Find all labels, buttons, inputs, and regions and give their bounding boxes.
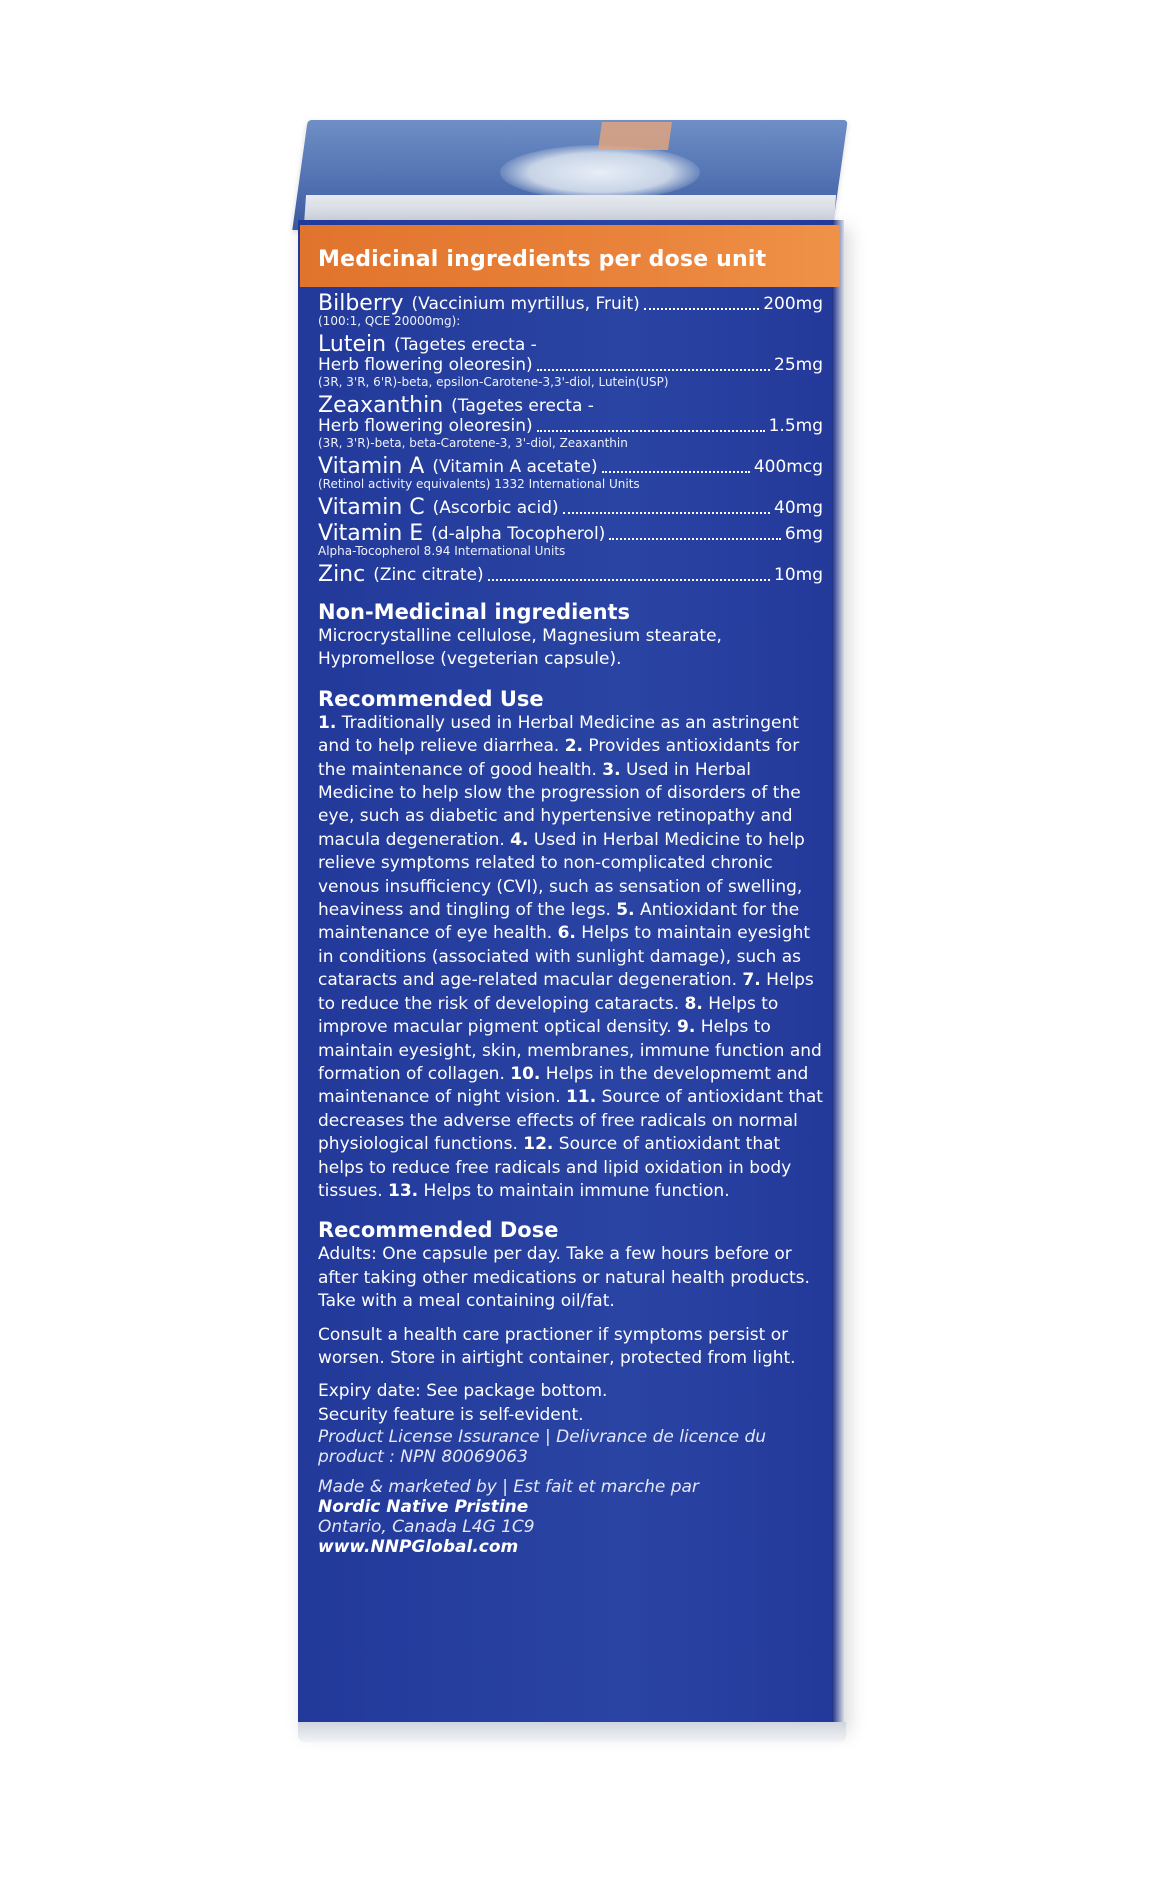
ingredient-name: Vitamin E	[318, 521, 424, 546]
use-item-number: 6.	[557, 923, 576, 944]
ingredient-amount: 200mg	[763, 294, 823, 314]
leader-dots	[537, 430, 765, 432]
ingredient-note: (3R, 3'R)-beta, beta-Carotene-3, 3'-diol, Zeaxanthin	[318, 436, 628, 450]
ingredient-source: (d-alpha Tocopherol)	[431, 524, 606, 544]
company-address: Ontario, Canada L4G 1C9	[318, 1517, 535, 1538]
recommended-use-text	[318, 712, 823, 1204]
ingredient-name: Lutein	[318, 332, 387, 357]
ingredient-name: Zinc	[318, 562, 366, 587]
ingredient-amount: 10mg	[774, 565, 823, 585]
box-bottom-edge	[298, 1722, 846, 1742]
company-name: Nordic Native Pristine	[318, 1497, 529, 1518]
ingredient-source: (Tagetes erecta -	[451, 396, 594, 416]
use-item-number: 9.	[677, 1017, 696, 1038]
ingredient-item	[318, 291, 823, 329]
use-item-number: 5.	[616, 900, 635, 921]
leader-dots	[644, 308, 759, 310]
ingredient-note: (Retinol activity equivalents) 1332 International Units	[318, 477, 640, 491]
ingredient-name: Zeaxanthin	[318, 393, 444, 418]
ingredient-amount: 400mcg	[753, 457, 823, 477]
ingredient-amount: 1.5mg	[768, 416, 823, 436]
expiry-text: Expiry date: See package bottom.	[318, 1381, 608, 1402]
ingredient-source: (Vaccinium myrtillus, Fruit)	[411, 294, 640, 314]
use-item-number: 8.	[684, 993, 703, 1014]
non-medicinal-title: Non-Medicinal ingredients	[318, 600, 631, 624]
use-item-text: Source of antioxidant that helps to reduce free radicals and lipid oxidation in body tissues.	[318, 1134, 792, 1201]
ingredient-source: (Vitamin A acetate)	[432, 457, 598, 477]
ingredient-item	[318, 562, 823, 587]
box-top-orange-tab	[598, 122, 672, 150]
use-item-text: Used in Herbal Medicine to help slow the progression of disorders of the eye, such as diabetic and hypertensive retinopathy and macula degeneration.	[318, 759, 801, 850]
ingredient-source: (Zinc citrate)	[373, 565, 484, 585]
ingredient-name: Vitamin C	[318, 495, 425, 520]
use-item-text: Antioxidant for the maintenance of eye health.	[318, 900, 800, 944]
ingredients-banner-title: Medicinal ingredients per dose unit	[318, 247, 767, 272]
use-item-number: 11.	[566, 1087, 597, 1108]
use-item-number: 12.	[523, 1134, 554, 1155]
use-item-text: Helps to maintain immune function.	[418, 1180, 730, 1201]
use-item-number: 13.	[388, 1180, 419, 1201]
leader-dots	[602, 471, 750, 473]
ingredient-source-cont: Herb flowering oleoresin)	[318, 355, 533, 375]
ingredient-source-cont: Herb flowering oleoresin)	[318, 416, 533, 436]
use-item-number: 1.	[318, 712, 337, 733]
use-item-number: 2.	[564, 736, 583, 757]
use-item-text: Traditionally used in Herbal Medicine as an astringent and to help relieve diarrhea.	[318, 712, 799, 757]
ingredients-list	[318, 291, 823, 587]
ingredient-item	[318, 521, 823, 559]
use-item-text: Helps to improve macular pigment optical density.	[318, 993, 779, 1038]
company-website: www.NNPGlobal.com	[318, 1537, 519, 1558]
consult-text: Consult a health care practioner if symptoms persist or worsen. Store in airtight container, protected from light.	[318, 1324, 796, 1368]
use-item-text: Helps in the developmemt and maintenance of night vision.	[318, 1063, 809, 1108]
use-item-number: 3.	[602, 759, 621, 780]
use-item-text: Helps to maintain eyesight, skin, membranes, immune function and formation of collagen.	[318, 1017, 822, 1084]
ingredient-note: Alpha-Tocopherol 8.94 International Units	[318, 544, 566, 558]
ingredient-amount: 6mg	[784, 524, 823, 544]
recommended-dose-text: Adults: One capsule per day. Take a few hours before or after taking other medications or natural health products. Take with a meal containing oil/fat.	[318, 1244, 810, 1312]
ingredient-source: (Tagetes erecta -	[394, 335, 537, 355]
use-item-number: 4.	[510, 829, 529, 850]
ingredient-item	[318, 332, 823, 390]
leader-dots	[563, 512, 770, 514]
made-by-text: Made & marketed by | Est fait et marche par	[318, 1477, 699, 1498]
use-item-text: Helps to maintain eyesight in conditions (associated with sunlight damage), such as cataracts and age-related macular degeneration.	[318, 923, 811, 991]
use-item-text: Source of antioxidant that decreases the adverse effects of free radicals on normal physiological functions.	[318, 1087, 823, 1155]
recommended-use-title: Recommended Use	[318, 686, 544, 711]
leader-dots	[537, 369, 770, 371]
ingredient-amount: 25mg	[774, 355, 823, 375]
box-top-highlight	[500, 145, 700, 200]
ingredient-name: Bilberry	[318, 291, 404, 316]
use-item-text: Provides antioxidants for the maintenance of good health.	[318, 736, 800, 780]
ingredient-name: Vitamin A	[318, 454, 425, 479]
ingredient-item	[318, 454, 823, 492]
recommended-dose-title: Recommended Dose	[318, 1218, 559, 1243]
use-item-number: 7.	[742, 970, 761, 991]
ingredient-item	[318, 393, 823, 451]
use-item-text: Helps to reduce the risk of developing cataracts.	[318, 970, 814, 1014]
use-item-text: Used in Herbal Medicine to help relieve symptoms related to non-complicated chronic venous insufficiency (CVI), such as sensation of swelling, heaviness and tingling of the legs.	[318, 829, 805, 921]
leader-dots	[488, 579, 770, 581]
license-text: Product License Issurance | Delivrance de licence du product : NPN 80069063	[318, 1427, 767, 1468]
ingredient-amount: 40mg	[774, 498, 823, 518]
ingredient-item	[318, 495, 823, 520]
non-medicinal-text: Microcrystalline cellulose, Magnesium stearate, Hypromellose (vegeterian capsule).	[318, 626, 722, 670]
leader-dots	[609, 538, 781, 540]
security-text: Security feature is self-evident.	[318, 1404, 584, 1425]
box-edge	[832, 220, 844, 1725]
ingredient-note: (100:1, QCE 20000mg):	[318, 314, 461, 328]
ingredient-note: (3R, 3'R, 6'R)-beta, epsilon-Carotene-3,3'-diol, Lutein(USP)	[318, 375, 669, 389]
label-content	[318, 291, 823, 1558]
ingredient-source: (Ascorbic acid)	[432, 498, 559, 518]
use-item-number: 10.	[510, 1063, 541, 1084]
